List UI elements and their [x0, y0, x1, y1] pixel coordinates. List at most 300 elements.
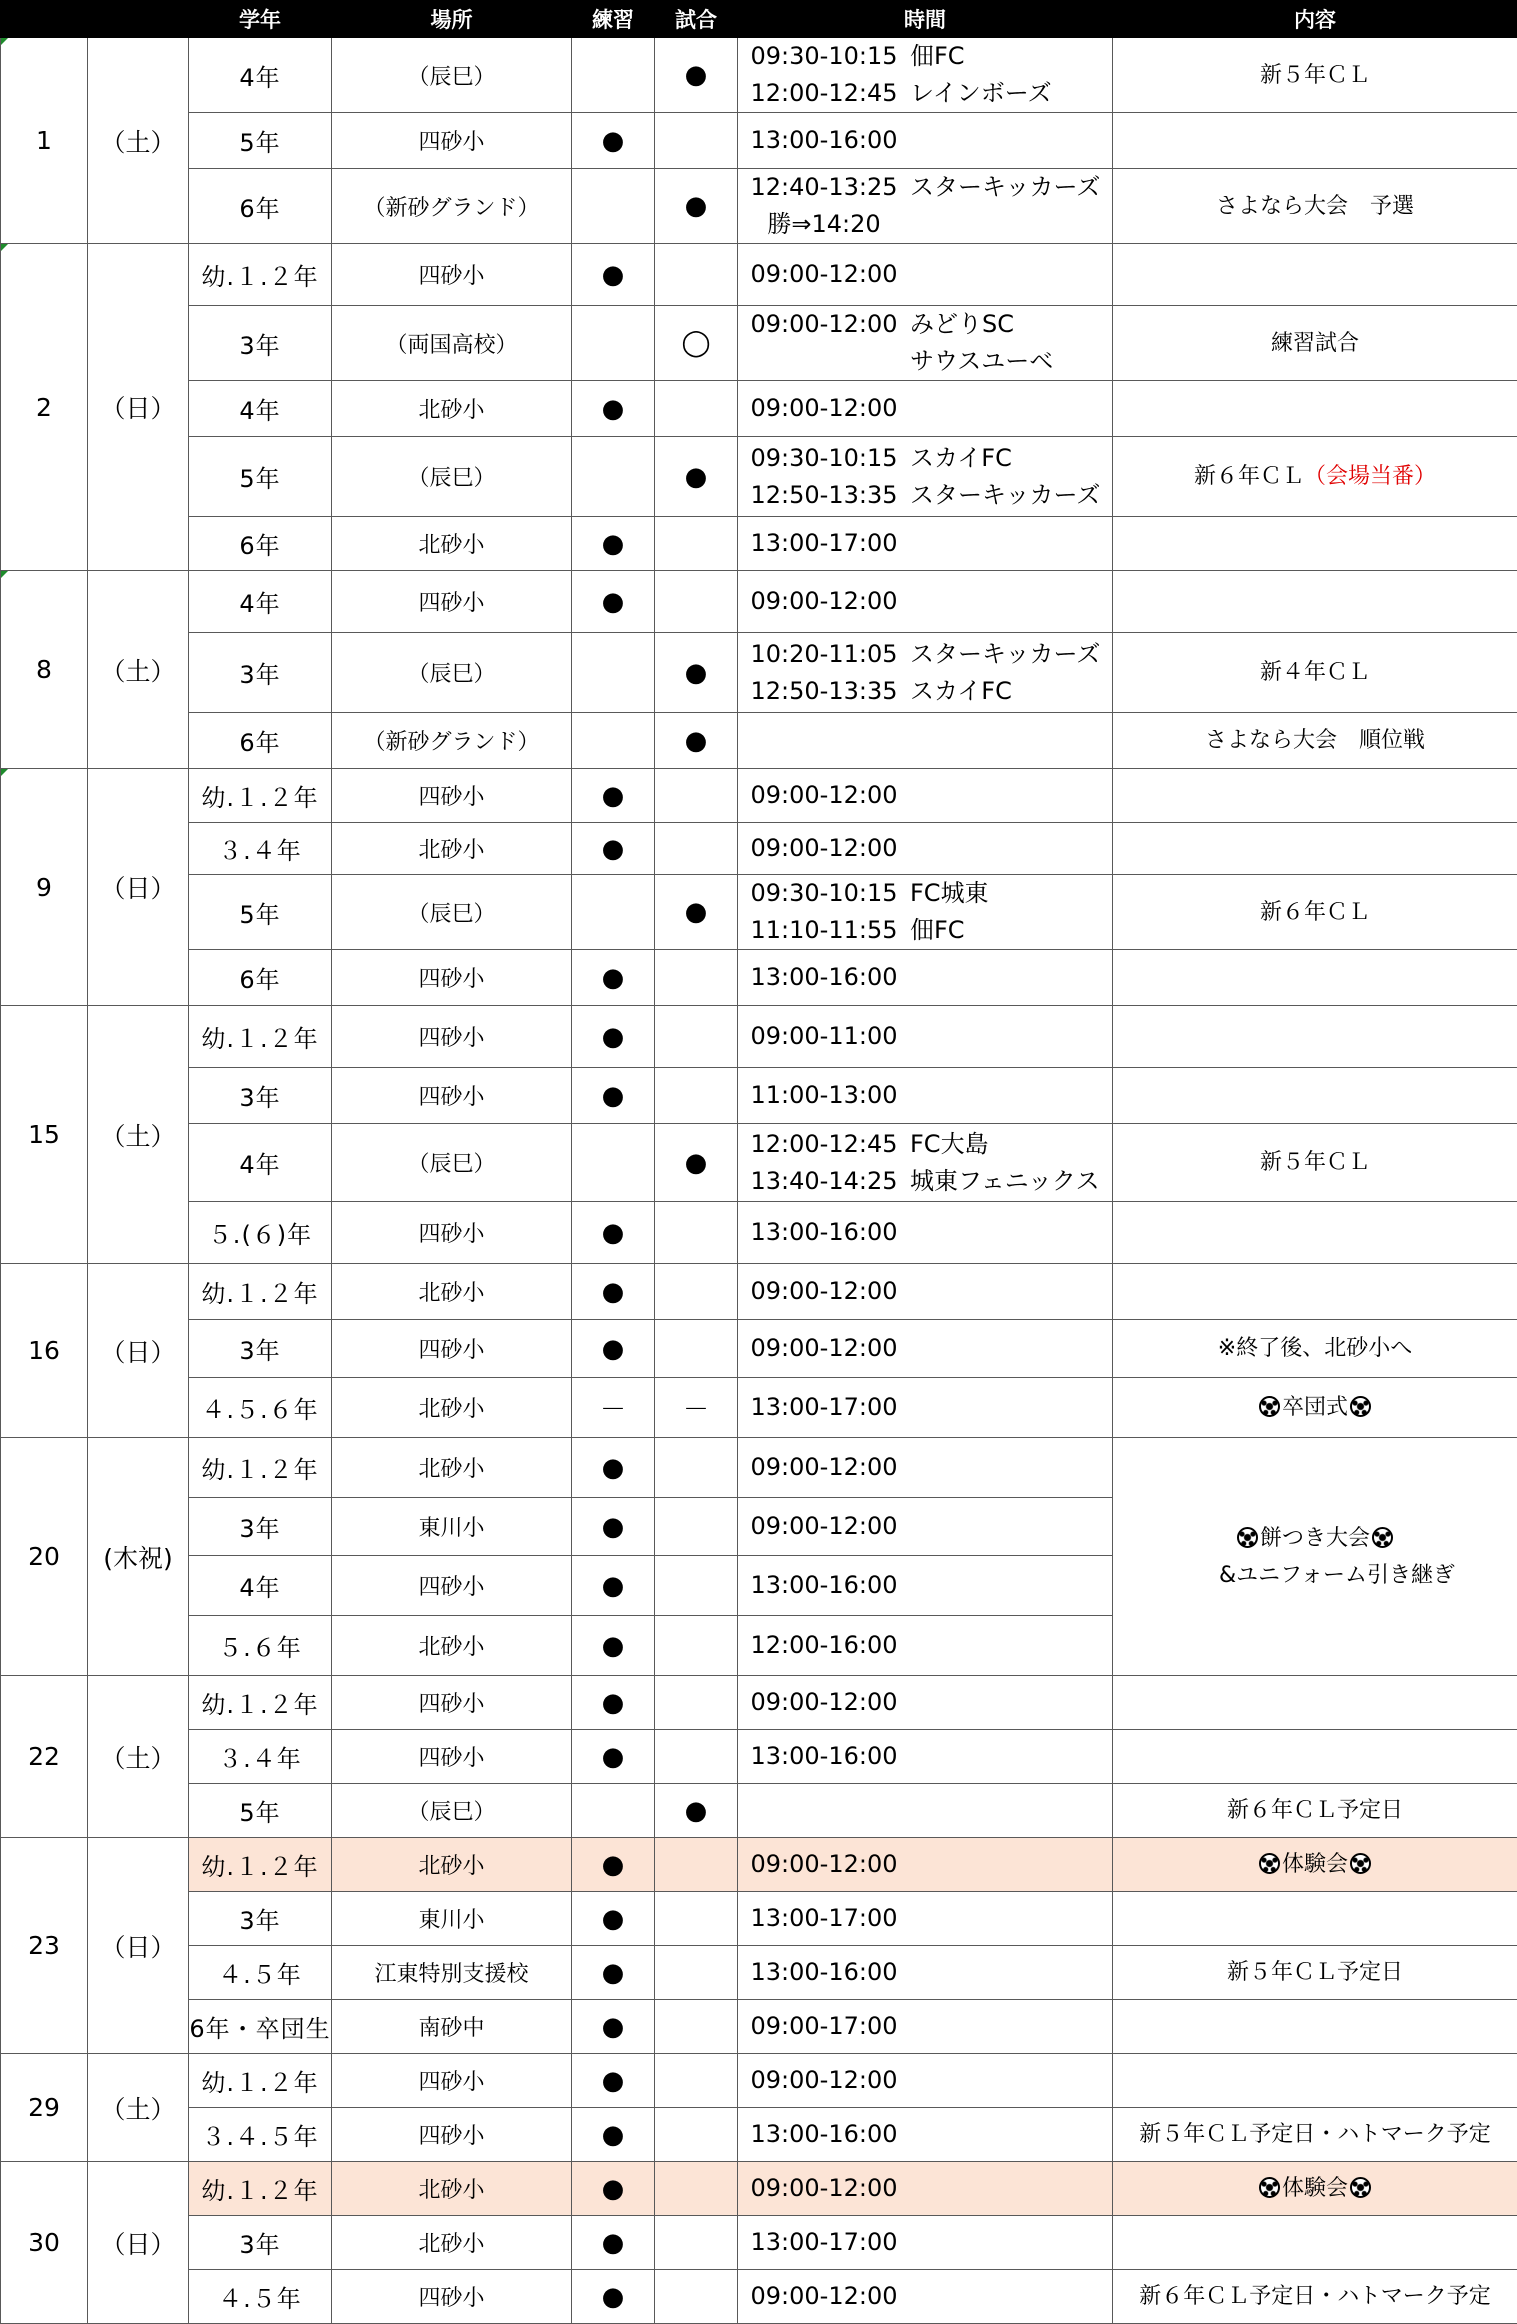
- grade-cell: 6年: [189, 950, 332, 1006]
- weekday-cell: （土）: [88, 38, 189, 244]
- content-cell: [1113, 1438, 1517, 1676]
- content-line: [1113, 894, 1517, 931]
- content-text: 新５年ＣＬ: [1259, 62, 1370, 88]
- place-cell: 四砂小: [332, 2270, 572, 2324]
- time-cell: [738, 113, 1113, 169]
- place-cell: 北砂小: [332, 1438, 572, 1498]
- place-cell: （辰巳）: [332, 875, 572, 950]
- content-line: [1113, 188, 1517, 225]
- match-mark: ●: [655, 437, 738, 517]
- content-cell: [1113, 1006, 1517, 1068]
- place-cell: 東川小: [332, 1892, 572, 1946]
- grade-cell: 4年: [189, 1124, 332, 1202]
- time-line: [738, 1738, 1112, 1775]
- time-range: 13:40-14:25: [750, 1166, 898, 1195]
- match-mark: [655, 2270, 738, 2324]
- content-cell: [1113, 2000, 1517, 2054]
- grade-cell: 幼.１.２年: [189, 2162, 332, 2216]
- match-mark: ●: [655, 1124, 738, 1202]
- content-cell: [1113, 1378, 1517, 1438]
- weekday-cell: （日）: [88, 2162, 189, 2324]
- time-range: 13:00-16:00: [750, 126, 898, 154]
- content-text: 体験会: [1281, 2176, 1348, 2201]
- opponent-team: スターキッカーズ: [910, 173, 1101, 201]
- header-grade: 学年: [189, 1, 332, 38]
- match-mark: [655, 1006, 738, 1068]
- time-cell: [738, 1556, 1113, 1616]
- practice-mark: ●: [572, 244, 655, 306]
- match-mark: [655, 1202, 738, 1264]
- schedule-row: [1, 2108, 1517, 2162]
- practice-mark: ●: [572, 2162, 655, 2216]
- practice-mark: ●: [572, 1946, 655, 2000]
- content-cell: [1113, 769, 1517, 823]
- time-range: 09:00-12:00: [750, 587, 898, 615]
- time-line: [738, 875, 1112, 912]
- content-cell: [1113, 713, 1517, 769]
- time-line: [738, 2224, 1112, 2261]
- content-line: [1113, 1557, 1517, 1594]
- time-cell: [738, 1784, 1113, 1838]
- weekday-cell: （土）: [88, 571, 189, 769]
- grade-cell: 3年: [189, 1068, 332, 1124]
- content-text: さよなら大会 順位戦: [1204, 728, 1425, 753]
- time-line: [738, 1018, 1112, 1055]
- practice-mark: [572, 306, 655, 381]
- content-cell: [1113, 1784, 1517, 1838]
- content-line: [1113, 1389, 1517, 1426]
- time-range: 09:00-12:00: [750, 2174, 898, 2202]
- weekday-cell: （土）: [88, 1006, 189, 1264]
- content-cell: [1113, 1264, 1517, 1320]
- schedule-row: [1, 1676, 1517, 1730]
- content-cell: [1113, 1730, 1517, 1784]
- schedule-row: [1, 875, 1517, 950]
- time-range: 09:00-12:00: [750, 2282, 898, 2310]
- time-cell: [738, 713, 1113, 769]
- soccer-ball-icon: [1350, 2177, 1371, 2198]
- time-cell: [738, 244, 1113, 306]
- grade-cell: ３.４.５年: [189, 2108, 332, 2162]
- content-cell: [1113, 2162, 1517, 2216]
- time-line: [738, 2278, 1112, 2315]
- content-line: [1113, 458, 1517, 495]
- time-range: 10:20-11:05: [750, 639, 898, 668]
- match-mark: [655, 2162, 738, 2216]
- practice-mark: ●: [572, 1202, 655, 1264]
- schedule-row: [1, 1202, 1517, 1264]
- header-match: 試合: [655, 1, 738, 38]
- match-mark: ●: [655, 169, 738, 244]
- content-text: ※終了後、北砂小へ: [1217, 1336, 1413, 1361]
- content-cell: [1113, 875, 1517, 950]
- weekday-cell: （日）: [88, 1838, 189, 2054]
- time-range: 13:00-16:00: [750, 1218, 898, 1246]
- grade-cell: 幼.１.２年: [189, 2054, 332, 2108]
- content-line: [1113, 2278, 1517, 2315]
- time-line: [738, 343, 1112, 380]
- content-text: 新６年ＣＬ予定日: [1226, 1798, 1403, 1823]
- weekday-cell: (木祝): [88, 1438, 189, 1676]
- content-line: [1113, 654, 1517, 691]
- opponent-team: 城東フェニックス: [910, 1166, 1100, 1195]
- match-mark: [655, 1616, 738, 1676]
- content-cell: [1113, 2216, 1517, 2270]
- match-mark: [655, 2216, 738, 2270]
- time-cell: [738, 1438, 1113, 1498]
- time-range: 12:40-13:25: [750, 173, 898, 201]
- time-cell: [738, 1946, 1113, 2000]
- match-mark: ●: [655, 633, 738, 713]
- time-line: [738, 1389, 1112, 1426]
- time-range: 12:00-16:00: [750, 1631, 898, 1659]
- practice-mark: ●: [572, 1438, 655, 1498]
- time-cell: [738, 1124, 1113, 1202]
- grade-cell: 6年: [189, 169, 332, 244]
- schedule-row: [1, 38, 1517, 113]
- time-line: [738, 2008, 1112, 2045]
- schedule-row: [1, 2162, 1517, 2216]
- time-line: [738, 256, 1112, 293]
- date-cell: 29: [1, 2054, 88, 2162]
- time-range: 09:00-17:00: [750, 2012, 898, 2040]
- content-cell: [1113, 517, 1517, 571]
- place-cell: 北砂小: [332, 1264, 572, 1320]
- time-cell: [738, 38, 1113, 113]
- time-line: [738, 636, 1112, 673]
- content-text: 練習試合: [1270, 330, 1359, 356]
- opponent-team: スカイFC: [910, 443, 1012, 472]
- practice-mark: ●: [572, 2108, 655, 2162]
- opponent-team: スターキッカーズ: [910, 480, 1101, 509]
- time-line: [738, 830, 1112, 867]
- time-range: 09:00-11:00: [750, 1022, 898, 1050]
- place-cell: 北砂小: [332, 1378, 572, 1438]
- place-cell: 北砂小: [332, 823, 572, 875]
- grade-cell: 3年: [189, 306, 332, 381]
- time-range: 09:00-12:00: [750, 1453, 898, 1481]
- soccer-ball-icon: [1259, 2177, 1280, 2198]
- opponent-team: FC大島: [910, 1129, 989, 1158]
- schedule-row: [1, 113, 1517, 169]
- content-cell: [1113, 823, 1517, 875]
- place-cell: 東川小: [332, 1498, 572, 1556]
- time-range: 13:00-16:00: [750, 1958, 898, 1986]
- match-mark: [655, 381, 738, 437]
- time-line: [738, 583, 1112, 620]
- content-text: 卒団式: [1281, 1395, 1348, 1420]
- time-line: [738, 2116, 1112, 2153]
- content-cell: [1113, 1124, 1517, 1202]
- practice-mark: ●: [572, 1498, 655, 1556]
- match-mark: －: [655, 1378, 738, 1438]
- header-practice: 練習: [572, 1, 655, 38]
- match-mark: [655, 2108, 738, 2162]
- time-cell: [738, 2108, 1113, 2162]
- content-line: [1113, 1144, 1517, 1181]
- content-line: [1113, 1954, 1517, 1991]
- schedule-row: [1, 1730, 1517, 1784]
- practice-mark: ●: [572, 1616, 655, 1676]
- match-mark: [655, 571, 738, 633]
- time-range: 09:00-12:00: [750, 834, 898, 862]
- practice-mark: ●: [572, 950, 655, 1006]
- match-mark: [655, 1676, 738, 1730]
- header-place: 場所: [332, 1, 572, 38]
- match-mark: [655, 1068, 738, 1124]
- match-mark: [655, 244, 738, 306]
- schedule-row: [1, 381, 1517, 437]
- date-cell: 23: [1, 1838, 88, 2054]
- content-text: &ユニフォーム引き継ぎ: [1218, 1562, 1456, 1588]
- content-line: [1113, 722, 1517, 759]
- place-cell: （新砂グランド）: [332, 169, 572, 244]
- place-cell: 四砂小: [332, 2054, 572, 2108]
- content-cell: [1113, 2270, 1517, 2324]
- date-cell: 20: [1, 1438, 88, 1676]
- time-line: [738, 1900, 1112, 1937]
- match-mark: [655, 517, 738, 571]
- weekday-cell: （日）: [88, 769, 189, 1006]
- place-cell: 四砂小: [332, 769, 572, 823]
- practice-mark: [572, 633, 655, 713]
- time-line: [738, 75, 1112, 112]
- grade-cell: ３.４年: [189, 823, 332, 875]
- place-cell: 四砂小: [332, 1676, 572, 1730]
- schedule-row: [1, 2000, 1517, 2054]
- time-line: [738, 1126, 1112, 1163]
- time-line: [738, 1214, 1112, 1251]
- practice-mark: ●: [572, 1676, 655, 1730]
- time-cell: [738, 169, 1113, 244]
- place-cell: （辰巳）: [332, 437, 572, 517]
- time-line: [738, 390, 1112, 427]
- match-mark: [655, 1320, 738, 1378]
- grade-cell: 幼.１.２年: [189, 1838, 332, 1892]
- schedule-row: [1, 1378, 1517, 1438]
- grade-cell: 6年: [189, 517, 332, 571]
- match-mark: [655, 1264, 738, 1320]
- schedule-row: [1, 1784, 1517, 1838]
- time-line: [738, 1163, 1112, 1200]
- content-cell: [1113, 2108, 1517, 2162]
- place-cell: 四砂小: [332, 1730, 572, 1784]
- date-cell: 16: [1, 1264, 88, 1438]
- practice-mark: [572, 1784, 655, 1838]
- opponent-team: みどりSC: [910, 310, 1014, 338]
- match-mark: ◯: [655, 306, 738, 381]
- content-cell: [1113, 1892, 1517, 1946]
- time-range: 09:00-12:00: [750, 1850, 898, 1878]
- schedule-row: [1, 1006, 1517, 1068]
- opponent-team: 佃FC: [910, 916, 965, 944]
- grade-cell: 幼.１.２年: [189, 244, 332, 306]
- opponent-team: サウスユーベ: [910, 347, 1054, 375]
- time-line: [738, 1330, 1112, 1367]
- place-cell: 北砂小: [332, 1838, 572, 1892]
- content-cell: [1113, 437, 1517, 517]
- place-cell: 北砂小: [332, 381, 572, 437]
- content-text: 体験会: [1281, 1852, 1348, 1877]
- schedule-row: [1, 823, 1517, 875]
- time-cell: [738, 2000, 1113, 2054]
- practice-mark: ●: [572, 823, 655, 875]
- time-line: [738, 1627, 1112, 1664]
- time-line: [738, 1449, 1112, 1486]
- time-cell: [738, 2270, 1113, 2324]
- time-range: 09:00-12:00: [750, 2066, 898, 2094]
- time-line: [738, 525, 1112, 562]
- schedule-row: [1, 2216, 1517, 2270]
- place-cell: 四砂小: [332, 1006, 572, 1068]
- opponent-team: 佃FC: [910, 42, 965, 70]
- content-cell: [1113, 1202, 1517, 1264]
- match-mark: [655, 950, 738, 1006]
- weekday-cell: （土）: [88, 2054, 189, 2162]
- place-cell: （両国高校）: [332, 306, 572, 381]
- time-range: 09:00-12:00: [750, 310, 898, 338]
- opponent-team: レインボーズ: [910, 79, 1052, 107]
- time-cell: [738, 1616, 1113, 1676]
- time-range: 12:50-13:35: [750, 480, 898, 509]
- header-content: 内容: [1113, 1, 1517, 38]
- time-line: [738, 1077, 1112, 1114]
- grade-cell: 幼.１.２年: [189, 769, 332, 823]
- content-cell: [1113, 2054, 1517, 2108]
- grade-cell: 幼.１.２年: [189, 1676, 332, 1730]
- time-cell: [738, 1838, 1113, 1892]
- practice-mark: ●: [572, 517, 655, 571]
- header-time: 時間: [738, 1, 1113, 38]
- time-cell: [738, 823, 1113, 875]
- grade-cell: 4年: [189, 1556, 332, 1616]
- practice-mark: －: [572, 1378, 655, 1438]
- practice-mark: ●: [572, 769, 655, 823]
- time-range: 12:00-12:45: [750, 79, 898, 107]
- place-cell: 四砂小: [332, 950, 572, 1006]
- time-line: [738, 122, 1112, 159]
- grade-cell: 5年: [189, 875, 332, 950]
- content-text: 新４年ＣＬ: [1259, 660, 1370, 685]
- place-cell: （辰巳）: [332, 38, 572, 113]
- place-cell: 北砂小: [332, 517, 572, 571]
- match-mark: [655, 769, 738, 823]
- schedule-row: [1, 244, 1517, 306]
- grade-cell: 3年: [189, 633, 332, 713]
- practice-mark: ●: [572, 2000, 655, 2054]
- time-range: 09:00-12:00: [750, 781, 898, 809]
- grade-cell: 幼.１.２年: [189, 1438, 332, 1498]
- time-line: [738, 1567, 1112, 1604]
- place-cell: （新砂グランド）: [332, 713, 572, 769]
- schedule-row: [1, 571, 1517, 633]
- place-cell: 四砂小: [332, 244, 572, 306]
- grade-cell: 5年: [189, 437, 332, 517]
- time-range: 13:00-17:00: [750, 529, 898, 557]
- grade-cell: ５.(６)年: [189, 1202, 332, 1264]
- schedule-row: [1, 437, 1517, 517]
- content-text: 餅つき大会: [1259, 1525, 1370, 1551]
- time-cell: [738, 2216, 1113, 2270]
- content-line: [1113, 2116, 1517, 2153]
- content-cell: [1113, 950, 1517, 1006]
- time-line: [738, 777, 1112, 814]
- schedule-row: [1, 769, 1517, 823]
- place-cell: 四砂小: [332, 1068, 572, 1124]
- match-mark: [655, 1946, 738, 2000]
- time-cell: [738, 306, 1113, 381]
- time-cell: [738, 1892, 1113, 1946]
- time-range: 09:00-12:00: [750, 394, 898, 422]
- time-range: 13:00-17:00: [750, 1393, 898, 1421]
- schedule-row: [1, 1838, 1517, 1892]
- date-cell: 15: [1, 1006, 88, 1264]
- time-cell: [738, 633, 1113, 713]
- grade-cell: 4年: [189, 381, 332, 437]
- time-line: [738, 1684, 1112, 1721]
- practice-mark: ●: [572, 1838, 655, 1892]
- place-cell: 四砂小: [332, 1556, 572, 1616]
- grade-cell: 3年: [189, 1892, 332, 1946]
- content-cell: [1113, 38, 1517, 113]
- match-mark: [655, 1438, 738, 1498]
- time-cell: [738, 571, 1113, 633]
- date-cell: 30: [1, 2162, 88, 2324]
- soccer-ball-icon: [1372, 1527, 1393, 1548]
- content-cell: [1113, 306, 1517, 381]
- time-cell: [738, 2054, 1113, 2108]
- practice-mark: ●: [572, 1892, 655, 1946]
- schedule-row: [1, 2270, 1517, 2324]
- grade-cell: 3年: [189, 1498, 332, 1556]
- content-cell: [1113, 1946, 1517, 2000]
- match-mark: [655, 1892, 738, 1946]
- time-cell: [738, 1676, 1113, 1730]
- practice-mark: [572, 169, 655, 244]
- time-range: 09:30-10:15: [750, 443, 898, 472]
- opponent-team: スターキッカーズ: [910, 639, 1101, 668]
- content-line: [1113, 1520, 1517, 1557]
- soccer-ball-icon: [1259, 1396, 1280, 1417]
- practice-mark: ●: [572, 1556, 655, 1616]
- time-range: 13:00-16:00: [750, 2120, 898, 2148]
- date-cell: 2: [1, 244, 88, 571]
- time-cell: [738, 1730, 1113, 1784]
- time-range: 13:00-16:00: [750, 1742, 898, 1770]
- soccer-ball-icon: [1237, 1527, 1258, 1548]
- time-cell: [738, 1320, 1113, 1378]
- time-cell: [738, 1006, 1113, 1068]
- practice-mark: ●: [572, 1006, 655, 1068]
- practice-mark: [572, 875, 655, 950]
- weekday-cell: （土）: [88, 1676, 189, 1838]
- date-cell: 8: [1, 571, 88, 769]
- content-text: 新６年ＣＬ予定日・ハトマーク予定: [1139, 2284, 1491, 2309]
- place-cell: 四砂小: [332, 113, 572, 169]
- place-cell: 北砂小: [332, 2216, 572, 2270]
- time-cell: [738, 1378, 1113, 1438]
- time-cell: [738, 1202, 1113, 1264]
- time-line: [738, 169, 1112, 206]
- time-line: [738, 206, 1112, 243]
- match-mark: [655, 2054, 738, 2108]
- time-cell: [738, 950, 1113, 1006]
- content-line: [1113, 1330, 1517, 1367]
- content-note-red: （会場当番）: [1304, 464, 1437, 489]
- grade-cell: ５.６年: [189, 1616, 332, 1676]
- schedule-row: [1, 306, 1517, 381]
- content-text: 新６年ＣＬ: [1259, 899, 1370, 925]
